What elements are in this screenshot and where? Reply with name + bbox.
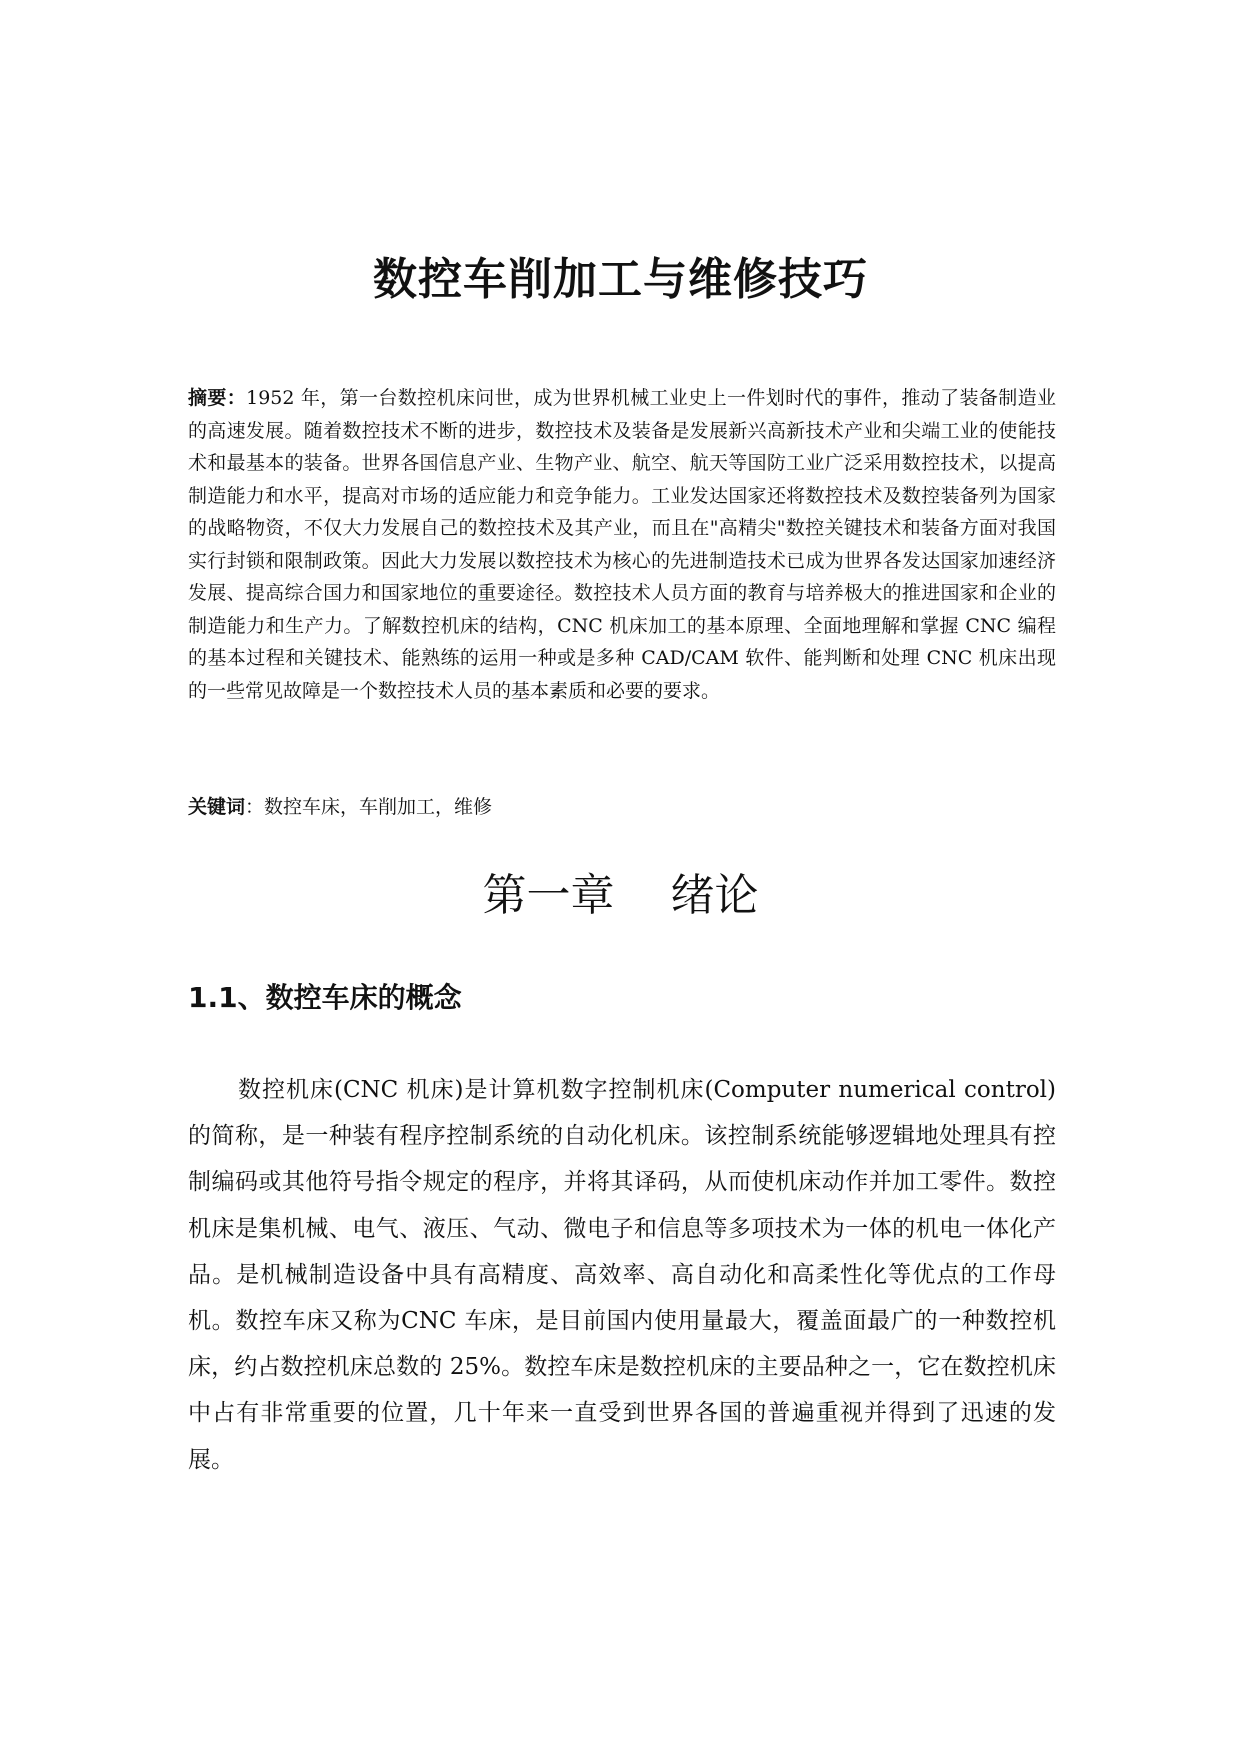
section-heading: 1.1、数控车床的概念 — [188, 981, 462, 1014]
keywords-label: 关键词 — [188, 796, 246, 818]
abstract-paragraph — [188, 382, 1056, 707]
document-title: 数控车削加工与维修技巧 — [373, 254, 868, 305]
keywords-text: ：数控车床，车削加工，维修 — [245, 796, 493, 818]
section-body-paragraph: 数控机床(CNC 机床)是计算机数字控制机床(Computer numerical control)的简称，是一种装有程序控制系统的自动化机床。该控制系统能够逻辑地处理具有控制编码或其他符号指令规定的程序，并将其译码，从而使机床动作并加工零件。数控机床是集机械、电气、液压、气动、微电子和信息等多项技术为一体的机电一体化产品。是机械制造设备中具有高精度、高效率、高自动化和高柔性化等优点的工作母机。数控车床又称为CNC 车床，是目前国内使用量最大，覆盖面最广的一种数控机床，约占数控机床总数的 25%。数控车床是数控机床的主要品种之一，它在数控机床中占有非常重要的位置，几十年来一直受到世界各国的普遍重视并得到了迅速的发展。 — [188, 1077, 1056, 1473]
abstract-label: 摘要： — [188, 387, 247, 409]
keywords-line — [188, 791, 1056, 823]
abstract-text: 1952 年，第一台数控机床问世，成为世界机械工业史上一件划时代的事件，推动了装备制造业的高速发展。随着数控技术不断的进步，数控技术及装备是发展新兴高新技术产业和尖端工业的使能技术和最基本的装备。世界各国信息产业、生物产业、航空、航天等国防工业广泛采用数控技术，以提高制造能力和水平，提高对市场的适应能力和竞争能力。工业发达国家还将数控技术及数控装备列为国家的战略物资，不仅大力发展自己的数控技术及其产业，而且在"高精尖"数控关键技术和装备方面对我国实行封锁和限制政策。因此大力发展以数控技术为核心的先进制造技术已成为世界各发达国家加速经济发展、提高综合国力和国家地位的重要途径。数控技术人员方面的教育与培养极大的推进国家和企业的制造能力和生产力。了解数控机床的结构，CNC 机床加工的基本原理、全面地理解和掌握 CNC 编程的基本过程和关键技术、能熟练的运用一种或是多种 CAD/CAM 软件、能判断和处理 CNC 机床出现的一些常见故障是一个数控技术人员的基本素质和必要的要求。 — [188, 387, 1056, 702]
chapter-heading: 第一章 绪论 — [482, 870, 759, 921]
